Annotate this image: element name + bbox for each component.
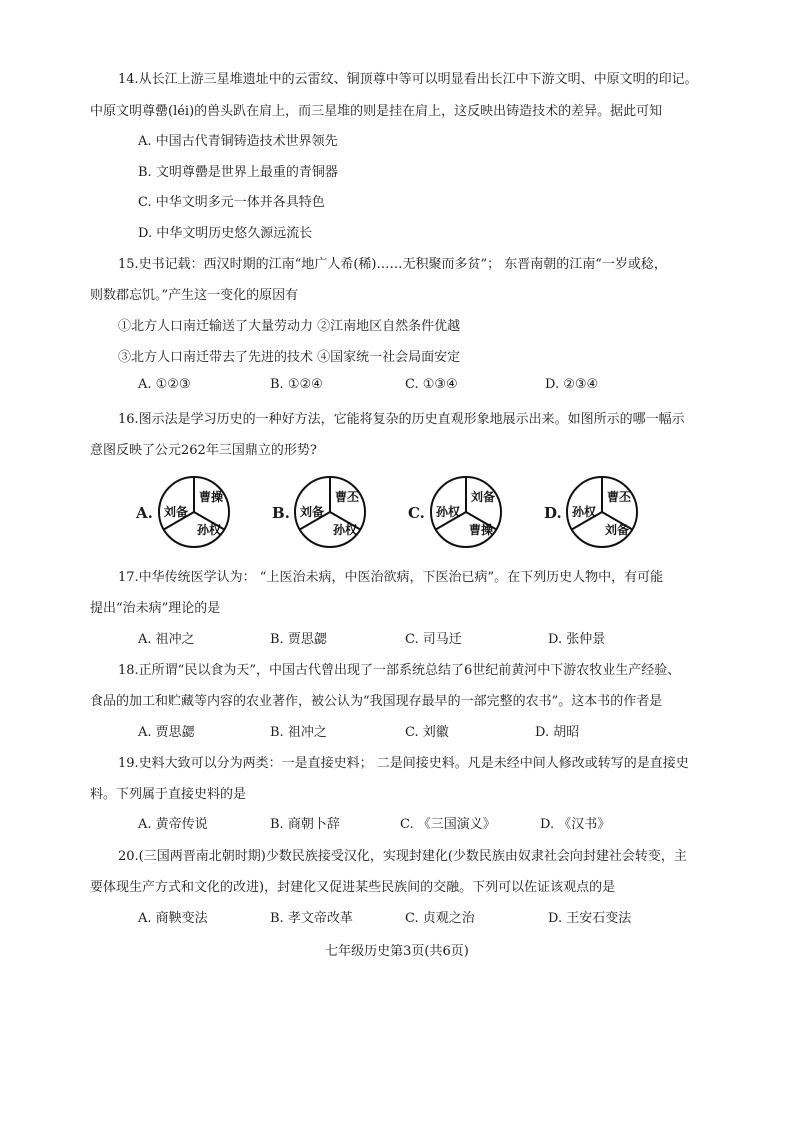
pie-label-lower-right: 刘备 [604,523,630,537]
diagram-option-letter: C. [408,504,425,522]
q18-option-b: B. 祖冲之 [270,725,327,740]
q17-stem-line2: 提出“治未病”理论的是 [90,601,221,616]
q20-option-c: C. 贞观之治 [405,911,475,926]
pie-label-upper-right: 曹丕 [606,490,632,504]
q15-stem-line2: 则数郡忘饥。”产生这一变化的原因有 [90,288,299,303]
pie-label-left: 孙权 [435,505,461,519]
q14-option-a: A. 中国古代青铜铸造技术世界领先 [138,134,338,149]
q18-option-d: D. 胡昭 [535,725,580,740]
q15-stem-line1: 15.史书记载：西汉时期的江南“地广人希(稀)……无积聚而多贫”； 东晋南朝的江南“一岁或稔， [118,257,667,272]
q16-diagram-option [544,474,654,550]
pie-label-upper-right: 刘备 [470,490,496,504]
q15-option-c: C. ①③④ [405,377,458,392]
q20-option-a: A. 商鞅变法 [138,911,208,926]
q17-option-b: B. 贾思勰 [270,632,327,647]
q15-items-line1: ①北方人口南迁输送了大量劳动力 ②江南地区自然条件优越 [118,319,461,334]
q16-stem-line2: 意图反映了公元262年三国鼎立的形势? [90,443,317,458]
pie-label-upper-right: 曹操 [198,490,224,504]
pie-label-upper-right: 曹丕 [334,490,360,504]
page-footer: 七年级历史第3页(共6页) [325,944,469,959]
pie-label-lower-right: 孙权 [332,523,358,537]
pie-label-left: 刘备 [163,505,189,519]
pie-label-left: 刘备 [299,505,325,519]
q16-diagram-option [136,474,246,550]
q19-option-b: B. 商朝卜辞 [270,817,340,832]
pie-label-left: 孙权 [571,505,597,519]
q14-option-b: B. 文明尊罍是世界上最重的青铜器 [138,165,338,180]
q14-option-c: C. 中华文明多元一体并各具特色 [138,195,325,210]
q15-items-line2: ③北方人口南迁带去了先进的技术 ④国家统一社会局面安定 [118,350,461,365]
three-kingdoms-pie-diagram [564,474,644,554]
three-kingdoms-pie-diagram [428,474,508,554]
q19-option-a: A. 黄帝传说 [138,817,208,832]
q16-diagram-option [408,474,518,550]
pie-label-lower-right: 曹操 [468,523,494,537]
q19-stem-line2: 料。下列属于直接史料的是 [90,787,247,802]
q20-stem-line2: 要体现生产方式和文化的改进)，封建化又促进某些民族间的交融。下列可以佐证该观点的是 [90,880,616,895]
q18-option-a: A. 贾思勰 [138,725,195,740]
q17-option-c: C. 司马迁 [405,632,462,647]
q19-stem-line1: 19.史料大致可以分为两类：一是直接史料； 二是间接史料。凡是未经中间人修改或转写的是直接史 [118,756,689,771]
q20-stem-line1: 20.(三国两晋南北朝时期)少数民族接受汉化，实现封建化(少数民族由奴隶社会向封建社会转变，主 [118,849,687,864]
q15-option-b: B. ①②④ [270,377,323,392]
q18-option-c: C. 刘徽 [405,725,449,740]
q19-option-d: D. 《汉书》 [540,817,611,832]
q20-option-b: B. 孝文帝改革 [270,911,353,926]
q17-stem-line1: 17.中华传统医学认为： “上医治未病，中医治欲病，下医治已病”。在下列历史人物中，有可能 [118,570,664,585]
three-kingdoms-pie-diagram [292,474,372,554]
q14-stem-line2: 中原文明尊罍(léi)的兽头趴在肩上，而三星堆的则是挂在肩上，这反映出铸造技术的差异。据此可知 [90,104,663,119]
q14-stem-line1: 14.从长江上游三星堆遗址中的云雷纹、铜顶尊中等可以明显看出长江中下游文明、中原文明的印记。 [118,72,698,87]
q14-option-d: D. 中华文明历史悠久源远流长 [138,226,313,241]
q16-stem-line1: 16.图示法是学习历史的一种好方法，它能将复杂的历史直观形象地展示出来。如图所示的哪一幅示 [118,412,685,427]
q15-option-d: D. ②③④ [545,377,599,392]
diagram-option-letter: A. [136,504,153,522]
q17-option-d: D. 张仲景 [548,632,606,647]
q15-option-a: A. ①②③ [138,377,191,392]
q19-option-c: C. 《三国演义》 [400,817,496,832]
diagram-option-letter: D. [544,504,562,522]
q18-stem-line2: 食品的加工和贮藏等内容的农业著作，被公认为“我国现存最早的一部完整的农书”。这本书的作者是 [90,694,663,709]
pie-label-lower-right: 孙权 [196,523,222,537]
q17-option-a: A. 祖冲之 [138,632,195,647]
diagram-option-letter: B. [272,504,290,522]
q16-diagram-option [272,474,382,550]
q18-stem-line1: 18.正所谓“民以食为天”，中国古代曾出现了一部系统总结了6世纪前黄河中下游农牧业生产经验、 [118,663,681,678]
three-kingdoms-pie-diagram [156,474,236,554]
q20-option-d: D. 王安石变法 [548,911,632,926]
